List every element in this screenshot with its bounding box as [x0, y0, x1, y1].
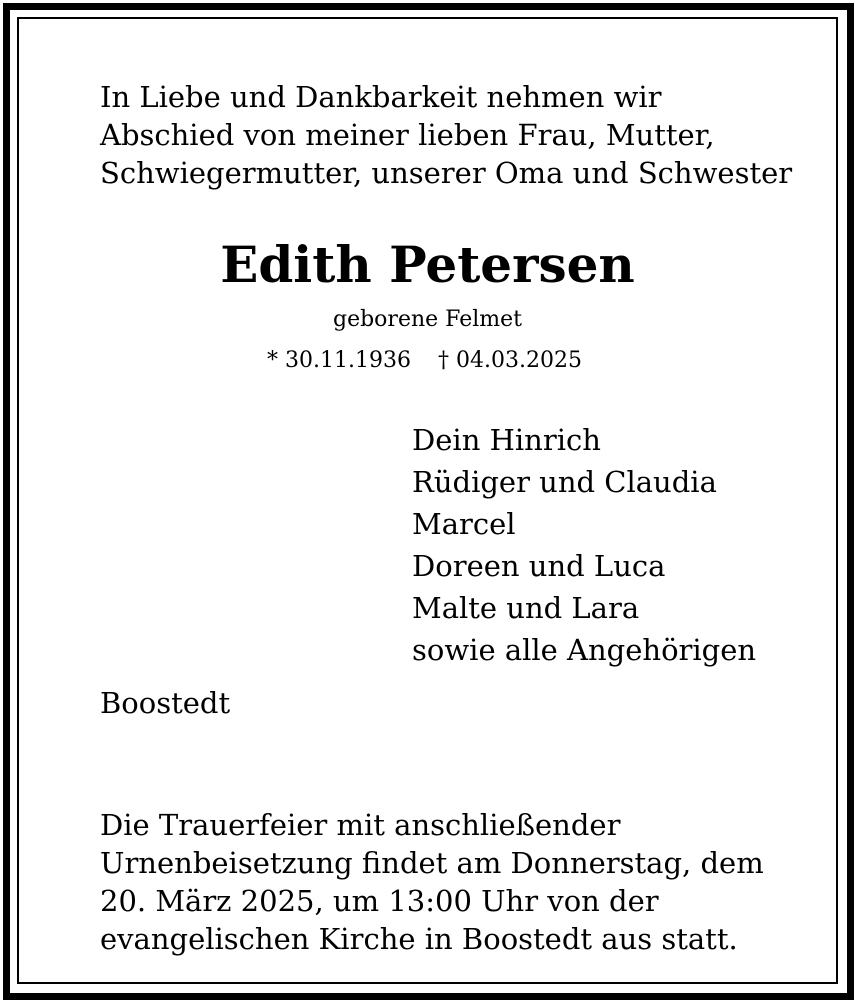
birth-date: * 30.11.1936 [267, 348, 411, 373]
mourner-5: Malte und Lara [412, 591, 640, 625]
service-line-4: evangelischen Kirche in Boostedt aus statt. [100, 922, 738, 956]
service-line-3: 20. März 2025, um 13:00 Uhr von der [100, 884, 659, 918]
intro-line-3: Schwiegermutter, unserer Oma und Schwester [100, 156, 793, 190]
service-line-1: Die Trauerfeier mit anschließender [100, 808, 621, 842]
place: Boostedt [100, 686, 231, 720]
mourner-4: Doreen und Luca [412, 549, 666, 583]
mourner-3: Marcel [412, 507, 516, 541]
maiden-name: geborene Felmet [333, 307, 522, 332]
mourner-1: Dein Hinrich [412, 423, 601, 457]
death-date: † 04.03.2025 [438, 348, 582, 373]
mourner-6: sowie alle Angehörigen [412, 633, 757, 667]
deceased-name: Edith Petersen [220, 235, 635, 294]
mourner-2: Rüdiger und Claudia [412, 465, 717, 499]
service-line-2: Urnenbeisetzung findet am Donnerstag, dem [100, 846, 764, 880]
intro-line-1: In Liebe und Dankbarkeit nehmen wir [100, 80, 662, 114]
intro-line-2: Abschied von meiner lieben Frau, Mutter, [100, 118, 715, 152]
